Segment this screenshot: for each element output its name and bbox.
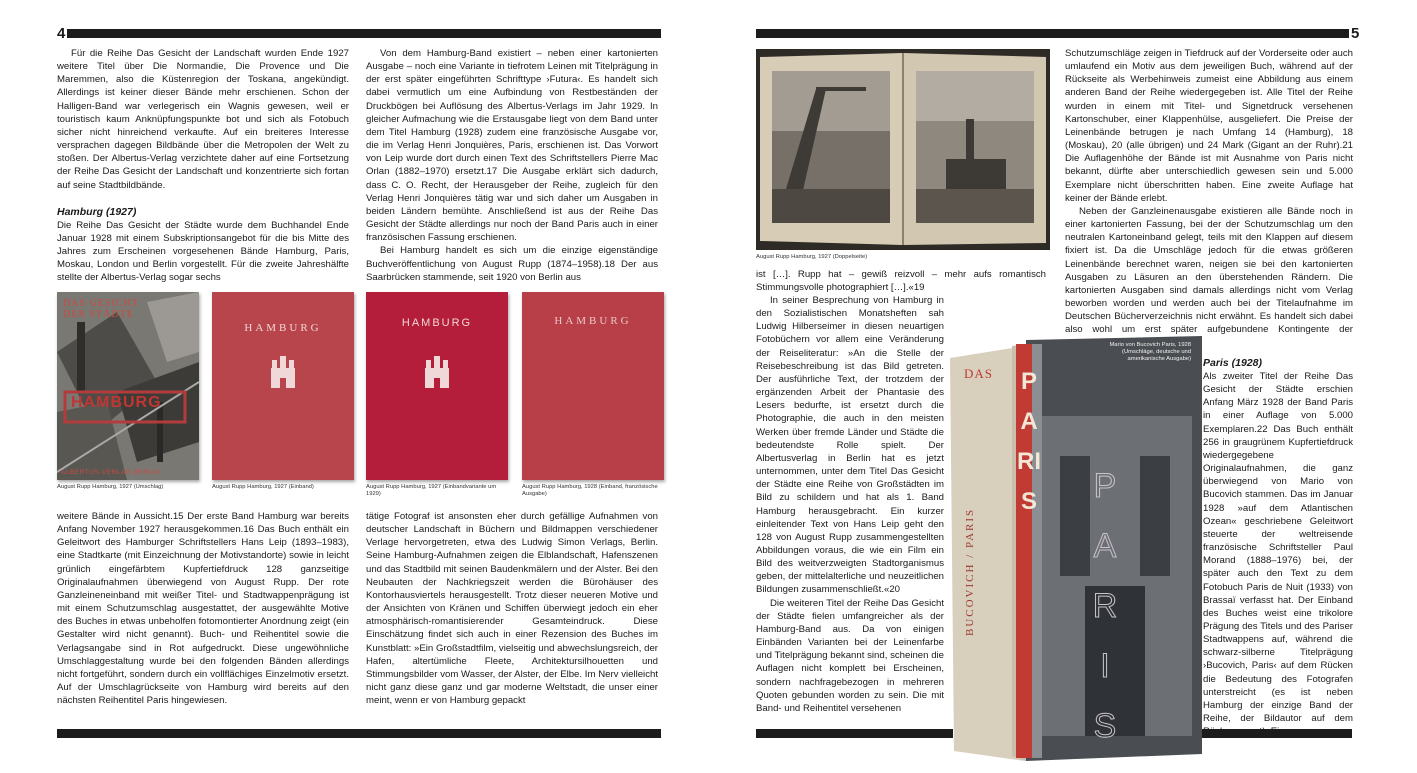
hamburg-crest-icon	[423, 354, 451, 390]
bottom-rule-left	[57, 729, 661, 738]
right-column-2-top	[1065, 47, 1353, 350]
paris-spine-text: BUCOVICH / PARIS	[964, 507, 976, 636]
paragraph: Von dem Hamburg-Band existiert – neben einer kartonierten Ausgabe – noch eine Variante in tiefrotem Leinen mit Titelprägung in der erst später eingeführten Schrifttype ›Futura‹. Es handelt sich dabei vermutlich um eine Aufbindung von Restbeständen der Druckbögen bei Auflösung des Albertus-Verlags im Jahr 1929. In gleicher Aufmachung wie die Erstausgabe liegt von dem Band unter dem Titel Hamburg (1928) zudem eine französische Ausgabe vor, die im Verlag Henri Jonquières, Paris, erschienen ist. Das Vorwort von Leip wurde dort durch einen Text des Schriftstellers Pierre Mac Orlan (1882–1970) ersetzt.17 Die Ausgabe erklärt sich dadurch, dass C. O. Recht, der Herausgeber der Reihe, zugleich für den Verlag Henri Jonquières tätig war und sich daher um Ausgaben in beiden Ländern bemühte. Anschließend ist aus der Reihe Das Gesicht der Städte allerdings nur noch der Band Paris auch in einer französischen Fassung erschienen.	[366, 48, 658, 244]
cover-hamburg-binding	[212, 292, 354, 480]
jacket-band-title: HAMBURG	[71, 394, 162, 411]
spread-image	[756, 49, 1050, 250]
left-column-1-top	[57, 47, 349, 285]
left-column-2-bottom	[366, 510, 658, 707]
bottom-rule-right	[756, 729, 953, 738]
cover-hamburg-french	[522, 292, 664, 480]
caption-cover-1: August Rupp Hamburg, 1927 (Umschlag)	[57, 484, 164, 490]
paragraph: ist […]. Rupp hat – gewiß reizvoll – mehr aufs romantisch Stimmungsvolle photographiert […].«19	[756, 269, 1046, 294]
page-number-right: 5	[1351, 25, 1360, 42]
cover-title: HAMBURG	[554, 315, 632, 327]
hamburg-crest-icon	[269, 354, 297, 390]
top-rule-right	[756, 29, 1349, 38]
caption-cover-3: August Rupp Hamburg, 1927 (Einbandvariante um 1929)	[366, 484, 497, 497]
section-heading-paris: Paris (1928)	[1203, 357, 1262, 369]
paragraph: Schutzumschläge zeigen in Tiefdruck auf der Vorderseite oder auch umlaufend ein Motiv aus dem jeweiligen Buch, während auf der Rückseite als Werbehinweis zumeist eine Abbildung aus einem anderen Band der Reihe wiedergegeben ist. Alle Titel der Reihe wurden in einem mit Titel- und Signetdruck versehenen Kartonschuber, einer Klappenhülse, ausgeliefert. Die Preise der Leinenbände betrugen je nach Umfang 14 (Hamburg), 18 (Moskau), 20 (alle übrigen) und 24 Mark (Gigant an der Ruhr).21 Die Auflagenhöhe der Bände ist mit Ausnahme von Paris nicht bekannt, dürfte aber unterschiedlich gewesen sein und 5.000 Exemplare nicht überschritten haben. Eine zweite Auflage hat keiner der Bände erlebt.	[1065, 48, 1353, 204]
section-heading-hamburg: Hamburg (1927)	[57, 205, 137, 218]
cover-hamburg-variant	[366, 292, 508, 480]
paragraph: In seiner Besprechung von Hamburg in den Sozialistischen Monatsheften sah Ludwig Hilberseimer in diesen neuartigen Fotobüchern vor allem eine Veränderung der Reiseliteratur: »An die Stelle der Reisebeschreibung ist das Bild getreten. Der ausführliche Text, der trotzdem der ergänzenden Arbeit der Phantasie des Lesers bedurfte, ist ersetzt durch die Photographie, die auch in den meisten Werken über fremde Länder und Städte die bedeutendste Rolle spielt. Der Albertusverlag in Berlin hat es jetzt unternommen, unter dem Titel Das Gesicht der Städte eine Reihe von Großstädten im Bild zu schildern und hat als 1. Band Hamburg herausgebracht. Ein kurzer einleitender Text von Hans Leip geht den 128 von August Rupp zusammengestellten Abbildungen voraus, die wie ein Film ein Bild des weitverzweigten Stadtorganismus geben, der mittelalterliche und neuzeitlichen Bildungen zusammenschließt.«20	[756, 295, 944, 596]
bottom-rule-right-2	[1202, 729, 1352, 738]
paragraph: Die Reihe Das Gesicht der Städte wurde dem Buchhandel Ende Januar 1928 mit einem Subskriptionsangebot für die bis Mitte des Jahres zum Erscheinen vorgesehenen Bände Hamburg, Paris, Moskau, London und Berlin vorgestellt. Für die zweite Jahreshälfte stellte der Albertus-Verlag sogar sechs	[57, 219, 349, 284]
paris-title-vertical: PARIS	[1017, 368, 1041, 515]
paragraph: Die weiteren Titel der Reihe Das Gesicht der Städte fielen umfangreicher als der Hamburg-Band aus. Da von einigen Einbänden Varianten bei der Leinenfarbe und Titelprägung bekannt sind, scheinen die Auflagen nicht komplett bei Erscheinen, sondern nachfragebezogen in mehreren Quoten gebunden worden zu sein. Die mit Band- und Reihentitel versehenen	[756, 597, 944, 714]
right-column-2-bottom	[1203, 356, 1353, 738]
paragraph: weitere Bände in Aussicht.15 Der erste Band Hamburg war bereits Anfang November 1927 herausgekommen.16 Das Buch enthält ein Geleitwort des Hamburger Schriftstellers Hans Leip (1893–1983), eine Stadtkarte (mit Einzeichnung der Motivstandorte) sowie in leicht grünlich eingefärbtem Kupfertiefdruck 128 ganzseitige Originalaufnahmen überwiegend von August Rupp. Der rote Ganzleineneinband mit weißer Titel- und Stadtwappenprägung ist mit einem Schutzumschlag ausgestattet, der ausgewählte Motive des Buches in etwas unbeholfen fotomontierter Anordnung zeigt (ein Gestalter wird nicht genannt). Buch- und Reihentitel sowie die Verlagsangabe sind in Rot aufgedruckt. Diese ungewöhnliche Umschlaggestaltung wurde bei den folgenden Bänden allerdings nicht fortgeführt, sondern durch ein vollflächiges Einzelmotiv ersetzt. Auf der Umschlagrückseite von Hamburg wird bereits auf den nächsten Reihentitel Paris hingewiesen.	[57, 511, 349, 707]
page-number-left: 4	[57, 25, 66, 42]
top-rule-left	[67, 29, 661, 38]
paris-covers-photo	[950, 336, 1202, 761]
cover-hamburg-dustjacket	[57, 292, 199, 480]
paris-covers-image	[950, 336, 1202, 761]
paragraph: Für die Reihe Das Gesicht der Landschaft wurden Ende 1927 weitere Titel über Die Normandie, Die Provence und Die Maremmen, also die Küstenregion der Toskana, angekündigt. Allerdings ist keiner dieser Bände mehr erschienen. Schon der Halligen-Band war verlegerisch ein Wagnis gewesen, weil er touristisch kaum Anknüpfungspunkte bot und sich als Fotobuch sicher nicht hinreichend verkaufte. Auf ein breiteres Interesse versprachen dagegen Bildbände über die Metropolen der Welt zu stoßen. Der Albertus-Verlag verzichtete daher auf eine Fortsetzung der Reihe Das Gesicht der Landschaft und konzentrierte sich fortan auf seine Stadtbildbände.	[57, 48, 349, 191]
cover-title: HAMBURG	[244, 322, 322, 334]
paragraph: Als zweiter Titel der Reihe Das Gesicht der Städte erschien Anfang März 1928 der Band Paris in einer Auflage von 5.000 Exemplaren.22 Das Buch enthält 256 in graugrünem Kupfertiefdruck wiedergegebene Originalaufnahmen, die ganz überwiegend von Mario von Bucovich stammen. Das im Januar 1928 »auf dem Atlantischen Ozean« geschriebene Geleitwort steuerte der weltreisende französische Schriftsteller Paul Morand (1888–1976) bei, der später auch den Text zu dem Fotobuch Paris de Nuit (1933) von Brassaï verfasst hat. Der Einband des Buches weist eine trikolore Prägung des Titels und des Pariser Stadtwappens auf, während die schwarz-silberne Titelprägung ›Bucovich, Paris‹ auf dem Rücken die Bedeutung des Fotografen unterstreicht (es ist neben Hamburg der einzige Band der Reihe, der Bildautor auf dem	[1203, 371, 1353, 725]
paragraph: tätige Fotograf ist ansonsten eher durch gefällige Aufnahmen von deutscher Landschaft in Büchern und Bildmappen verschiedener Verlage hervorgetreten, etwa des Ludwig Simon Verlags, Berlin. Seine Hamburg-Aufnahmen zeigen die Elblandschaft, Hafenszenen und das Stadtbild mit seinen Baudenkmälern und der Alster. Bei den Neubauten der Nachkriegszeit werden die Bürohäuser des Kontorhausviertels herausgestellt. Trotz dieser neueren Motive und der Ansichten von Kränen und Schiffen überwiegt jedoch ein eher atmosphärisch-romantisierender Gesamteindruck. Diese Einschätzung findet sich auch in einer Rezension des Buches im Kunstblatt: »Ein Großstadtfilm, vielseitig und abwechslungsreich, der Hafen, altertümliche Fleete, Architektursilhouetten und Stimmungsbilder vom Wasser, der Alster, der Elbe. Im Nerv vielleicht nicht ganz diese ganz und gar moderne Weltstadt, die unser einer meint, wenn er von Hamburg gepackt	[366, 511, 658, 707]
book-spread-photo	[756, 49, 1050, 250]
paris-front-small: DAS	[964, 366, 994, 381]
caption-spread: August Rupp Hamburg, 1927 (Doppelseite)	[756, 254, 868, 260]
caption-paris: Mario von Bucovich Paris, 1928 (Umschläge, deutsche und amerikanische Ausgabe)	[1109, 342, 1191, 362]
right-column-1-narrow	[756, 294, 944, 715]
paragraph: Neben der Ganzleinenausgabe existieren alle Bände noch in einer kartonierten Fassung, bei der der Schutzumschlag um den neutralen Kartoneinband gelegt, teils mit den Klappen auf diesem fixiert ist. Da die Umschläge jedoch für die etwas größeren Leinenbände berechnet waren, neigen sie bei den kartonierten Ausgaben zu Läsuren an den überstehenden Rändern. Die kartonierten Ausgaben sind damals allerdings nicht vom Verlag beworben worden und werden auch bei der Titelaufnahme im Deutschen Bücherverzeichnis nicht erwähnt. Es handelt sich dabei also wohl um erst später aufgebundene Kontingente der	[1065, 205, 1353, 336]
left-column-1-bottom	[57, 510, 349, 707]
jacket-publisher: ALBERTUS-VERLAG BERLIN	[61, 469, 161, 476]
caption-cover-4: August Rupp Hamburg, 1928 (Einband, französische Ausgabe)	[522, 484, 658, 497]
jacket-series-title: DAS GESICHT DER STÄDTE	[63, 298, 139, 320]
right-column-1	[756, 268, 1046, 294]
cover-title: HAMBURG	[401, 317, 473, 329]
photomontage-image	[57, 292, 199, 480]
left-column-2-top	[366, 47, 658, 284]
paris-title-outline: PARIS	[1092, 467, 1118, 745]
caption-cover-2: August Rupp Hamburg, 1927 (Einband)	[212, 484, 314, 490]
paragraph: Bei Hamburg handelt es sich um die einzige eigenständige Buchveröffentlichung von August Rupp (1874–1958).18 Der aus Saarbrücken stammende, seit 1920 von Berlin aus	[366, 245, 658, 283]
